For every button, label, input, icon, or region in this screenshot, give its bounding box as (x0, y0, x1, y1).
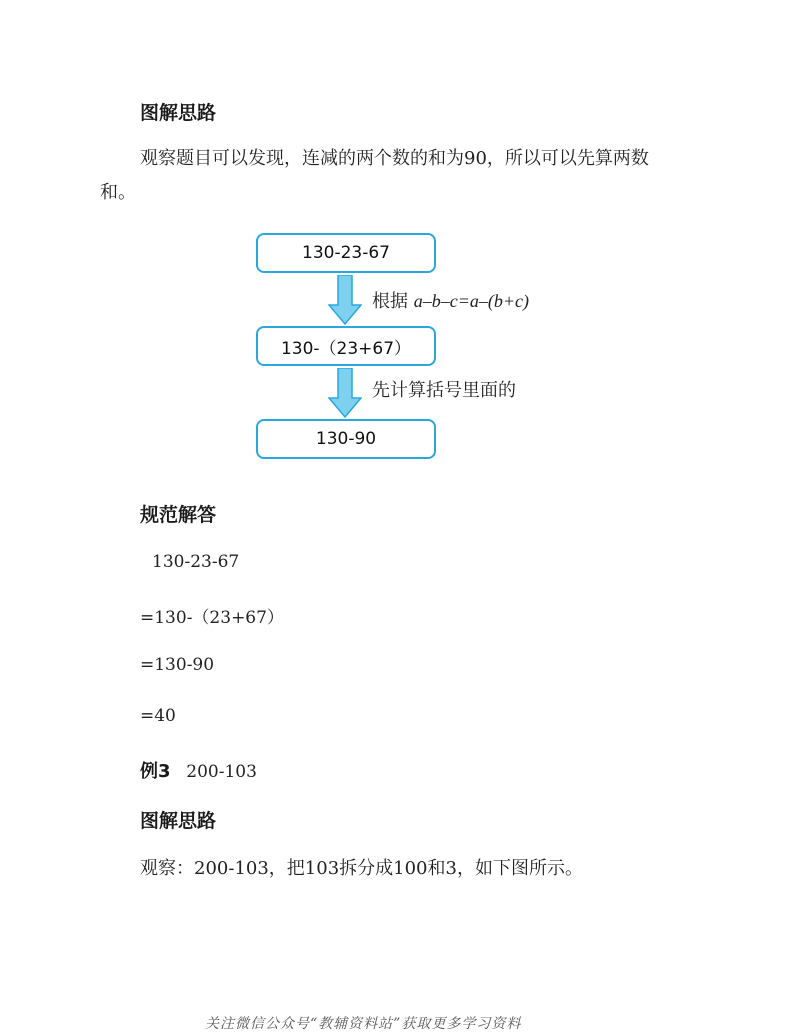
section1-paragraph-cont: 和。 (100, 182, 136, 203)
flow-note-2: 先计算括号里面的 (372, 380, 516, 401)
flow-box-1: 130-23-67 (256, 233, 436, 273)
example-3-expr: 200-103 (186, 762, 257, 782)
footer-watermark: 关注微信公众号“教辅资料站”获取更多学习资料 (205, 1016, 522, 1032)
down-arrow-icon (328, 275, 362, 325)
section2-heading: 规范解答 (140, 504, 217, 526)
section3-paragraph: 观察：200-103，把103拆分成100和3，如下图所示。 (140, 858, 583, 879)
flow-note-1-formula: a–b–c=a–(b+c) (413, 291, 529, 311)
solution-step-4: =40 (140, 706, 176, 726)
down-arrow-icon (328, 368, 362, 418)
example-3-label: 例3 (140, 761, 171, 782)
flow-note-1 (372, 287, 529, 313)
flow-box-3: 130-90 (256, 419, 436, 459)
solution-step-3: =130-90 (140, 655, 215, 675)
example-3 (140, 757, 257, 783)
section3-heading: 图解思路 (140, 810, 217, 832)
section1-heading: 图解思路 (140, 102, 217, 124)
section1-paragraph: 观察题目可以发现，连减的两个数的和为90，所以可以先算两数 (140, 148, 649, 169)
solution-step-1: 130-23-67 (152, 552, 240, 572)
solution-step-2: =130-（23+67） (140, 608, 284, 628)
flow-note-1-prefix: 根据 (372, 291, 414, 312)
flow-box-2: 130-（23+67） (256, 326, 436, 366)
